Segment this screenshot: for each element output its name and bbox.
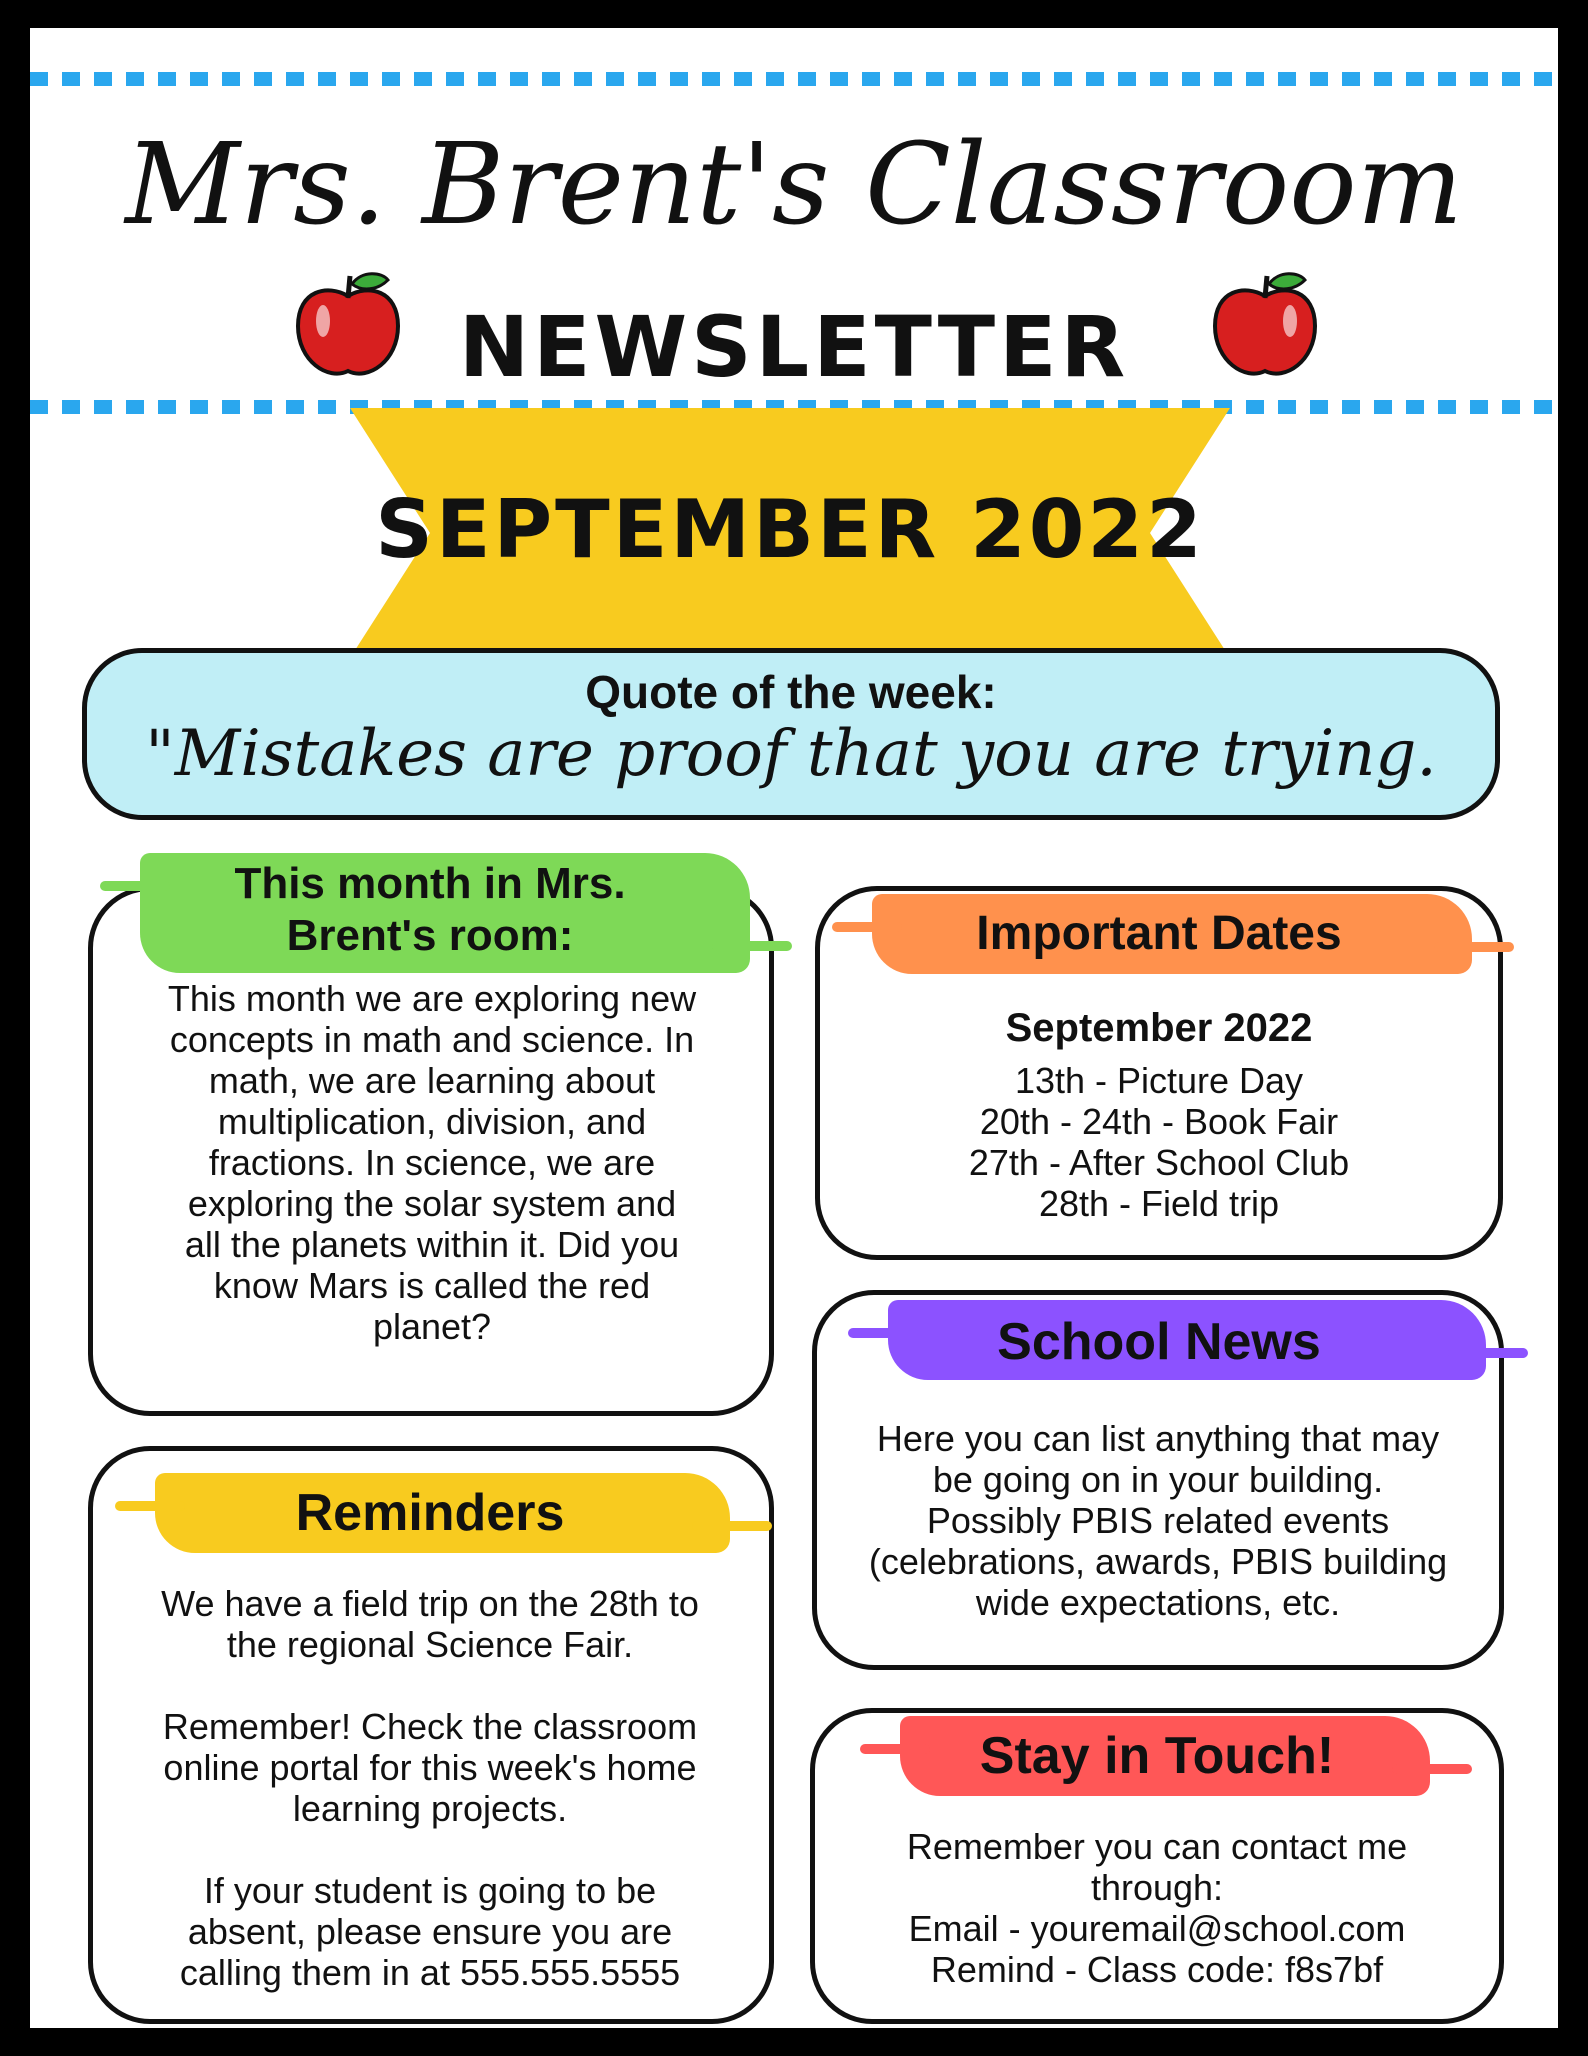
newsletter-page <box>30 28 1558 2028</box>
stay-in-touch-heading: Stay in Touch! <box>979 1727 1335 1785</box>
quote-label: Quote of the week: <box>585 666 997 718</box>
date-item: 28th - Field trip <box>1038 1183 1280 1224</box>
this-month-heading-line1: This month in Mrs. <box>234 859 626 908</box>
stay-in-touch-body: Remember you can contact me through: Email - youremail@school.com Remind - Class code: f8s7bf <box>906 1826 1408 1990</box>
quote-text: "Mistakes are proof that you are trying. <box>145 717 1437 791</box>
important-dates-heading: Important Dates <box>976 907 1342 960</box>
important-dates-month: September 2022 <box>1005 1006 1313 1050</box>
newsletter-subtitle: NEWSLETTER <box>458 298 1130 396</box>
date-item: 27th - After School Club <box>968 1142 1350 1183</box>
date-item: 13th - Picture Day <box>1014 1060 1304 1101</box>
classroom-title: Mrs. Brent's Classroom <box>125 120 1463 250</box>
this-month-heading <box>90 858 770 962</box>
quote-box <box>82 648 1500 820</box>
school-news-body: Here you can list anything that may be going on in your building. Possibly PBIS related events (celebrations, awards, PBIS building wide expectations, etc. <box>868 1418 1448 1623</box>
date-item: 20th - 24th - Book Fair <box>979 1101 1339 1142</box>
reminders-heading: Reminders <box>295 1484 565 1542</box>
school-news-heading: School News <box>997 1313 1321 1371</box>
important-dates-list <box>815 1060 1503 1224</box>
this-month-heading-line2: Brent's room: <box>286 911 574 960</box>
top-dashed-border <box>30 72 1558 86</box>
reminders-body: We have a field trip on the 28th to the regional Science Fair. Remember! Check the classroom online portal for this week's home learning projects. If your student is going to be absent, please ensure you are calling them in at 555.555.5555 <box>161 1583 699 1993</box>
this-month-body: This month we are exploring new concepts in math and science. In math, we are learning about multiplication, division, and fractions. In science, we are exploring the solar system and all the planets within it. Did you know Mars is called the red planet? <box>167 978 697 1347</box>
month-banner-text: SEPTEMBER 2022 <box>375 483 1205 576</box>
